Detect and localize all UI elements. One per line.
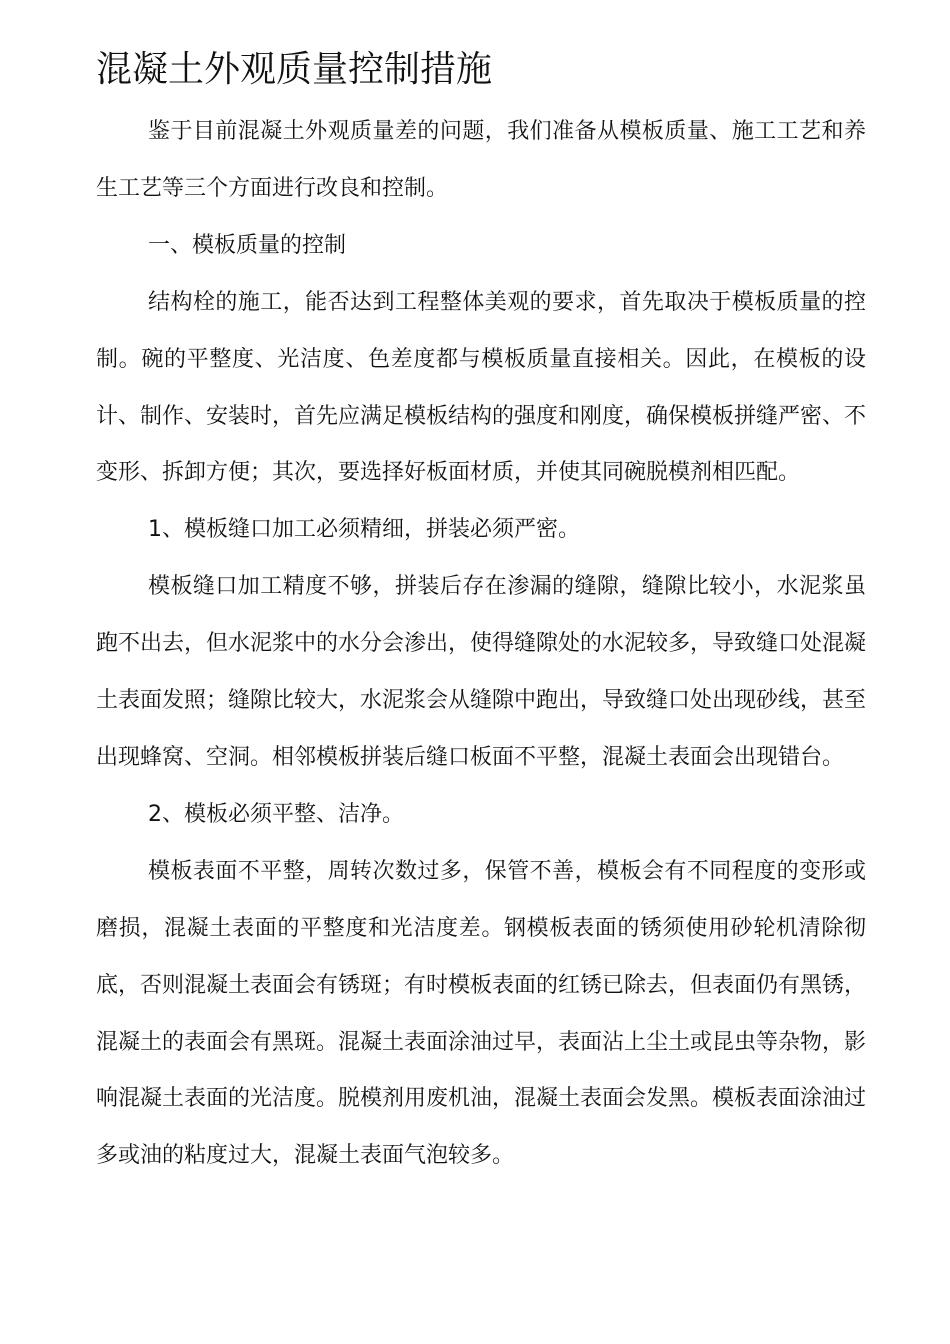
heading-formwork-quality: 一、模板质量的控制 — [148, 232, 347, 258]
subheading-seam-processing: 1、模板缝口加工必须精细，拼装必须严密。 — [148, 517, 580, 543]
paragraph-seam-processing: 模板缝口加工精度不够，拼装后存在渗漏的缝隙，缝隙比较小，水泥浆虽跑不出去，但水泥浆中的水分会渗出，使得缝隙处的水泥较多，导致缝口处混凝土表面发照；缝隙比较大，水泥浆会从缝隙中跑出，导致缝口处出现砂线，甚至出现蜂窝、空洞。相邻模板拼装后缝口板面不平整，混凝土表面会出现错台。 — [96, 574, 867, 770]
paragraph-intro: 鉴于目前混凝土外观质量差的问题，我们准备从模板质量、施工工艺和养生工艺等三个方面进行改良和控制。 — [96, 119, 866, 201]
document-title: 混凝土外观质量控制措施 — [96, 49, 493, 90]
subheading-flat-clean: 2、模板必须平整、洁净。 — [148, 801, 404, 827]
paragraph-formwork-overview: 结构栓的施工，能否达到工程整体美观的要求，首先取决于模板质量的控制。碗的平整度、光洁度、色差度都与模板质量直接相关。因此，在模板的设计、制作、安装时，首先应满足模板结构的强度和刚度，确保模板拼缝严密、不变形、拆卸方便；其次，要选择好板面材质，并使其同碗脱模剂相匹配。 — [96, 289, 867, 486]
document-page — [96, 42, 866, 1185]
paragraph-flat-clean: 模板表面不平整，周转次数过多，保管不善，模板会有不同程度的变形或磨损，混凝土表面的平整度和光洁度差。钢模板表面的锈须使用砂轮机清除彻底，否则混凝土表面会有锈斑；有时模板表面的红锈已除去，但表面仍有黑锈，混凝土的表面会有黑斑。混凝土表面涂油过早，表面沾上尘土或昆虫等杂物，影响混凝土表面的光洁度。脱模剂用废机油，混凝土表面会发黑。模板表面涂油过多或油的粘度过大，混凝土表面气泡较多。 — [96, 858, 867, 1169]
